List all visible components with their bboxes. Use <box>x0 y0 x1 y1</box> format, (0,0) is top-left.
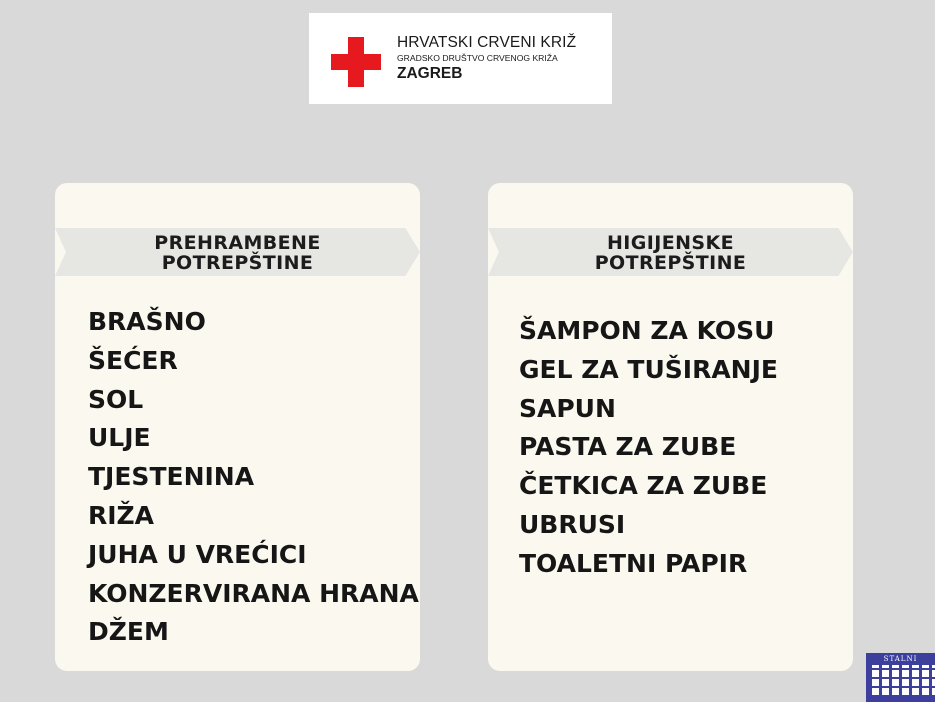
logo-line-2: GRADSKO DRUŠTVO CRVENOG KRIŽA <box>397 53 558 63</box>
hygiene-title <box>488 233 853 273</box>
list-item: ULJE <box>88 423 151 453</box>
logo-line-3: ZAGREB <box>397 65 463 82</box>
food-title <box>55 233 420 273</box>
hygiene-list <box>519 312 778 584</box>
hygiene-title-line-1: HIGIJENSKE <box>607 232 734 254</box>
list-item: JUHA U VREĆICI <box>88 539 307 569</box>
logo-line-1: HRVATSKI CRVENI KRIŽ <box>397 34 577 51</box>
food-title-line-2: POTREPŠTINE <box>161 252 314 274</box>
food-panel <box>55 183 420 671</box>
list-item: GEL ZA TUŠIRANJE <box>519 354 778 384</box>
red-cross-logo <box>309 13 612 104</box>
hygiene-panel <box>488 183 853 671</box>
list-item: BRAŠNO <box>88 307 206 336</box>
list-item: SAPUN <box>519 393 616 423</box>
hygiene-title-line-2: POTREPŠTINE <box>594 252 747 274</box>
list-item: UBRUSI <box>519 509 626 539</box>
badge-grid-lines <box>872 665 935 695</box>
badge-text: STALNI <box>883 655 918 663</box>
list-item: ŠEĆER <box>88 345 178 375</box>
list-item: TJESTENINA <box>88 462 255 492</box>
list-item: RIŽA <box>88 500 155 530</box>
list-item: ŠAMPON ZA KOSU <box>519 316 775 345</box>
list-item: KONZERVIRANA HRANA <box>88 578 419 608</box>
food-list <box>88 303 419 652</box>
red-cross-icon <box>331 37 381 87</box>
list-item: PASTA ZA ZUBE <box>519 432 737 462</box>
list-item: ČETKICA ZA ZUBE <box>519 471 768 501</box>
list-item: DŽEM <box>88 617 169 647</box>
stalni-badge-logo <box>866 653 935 702</box>
logo-text <box>397 33 576 84</box>
food-title-line-1: PREHRAMBENE <box>154 232 321 254</box>
list-item: SOL <box>88 384 144 414</box>
list-item: TOALETNI PAPIR <box>519 548 748 578</box>
